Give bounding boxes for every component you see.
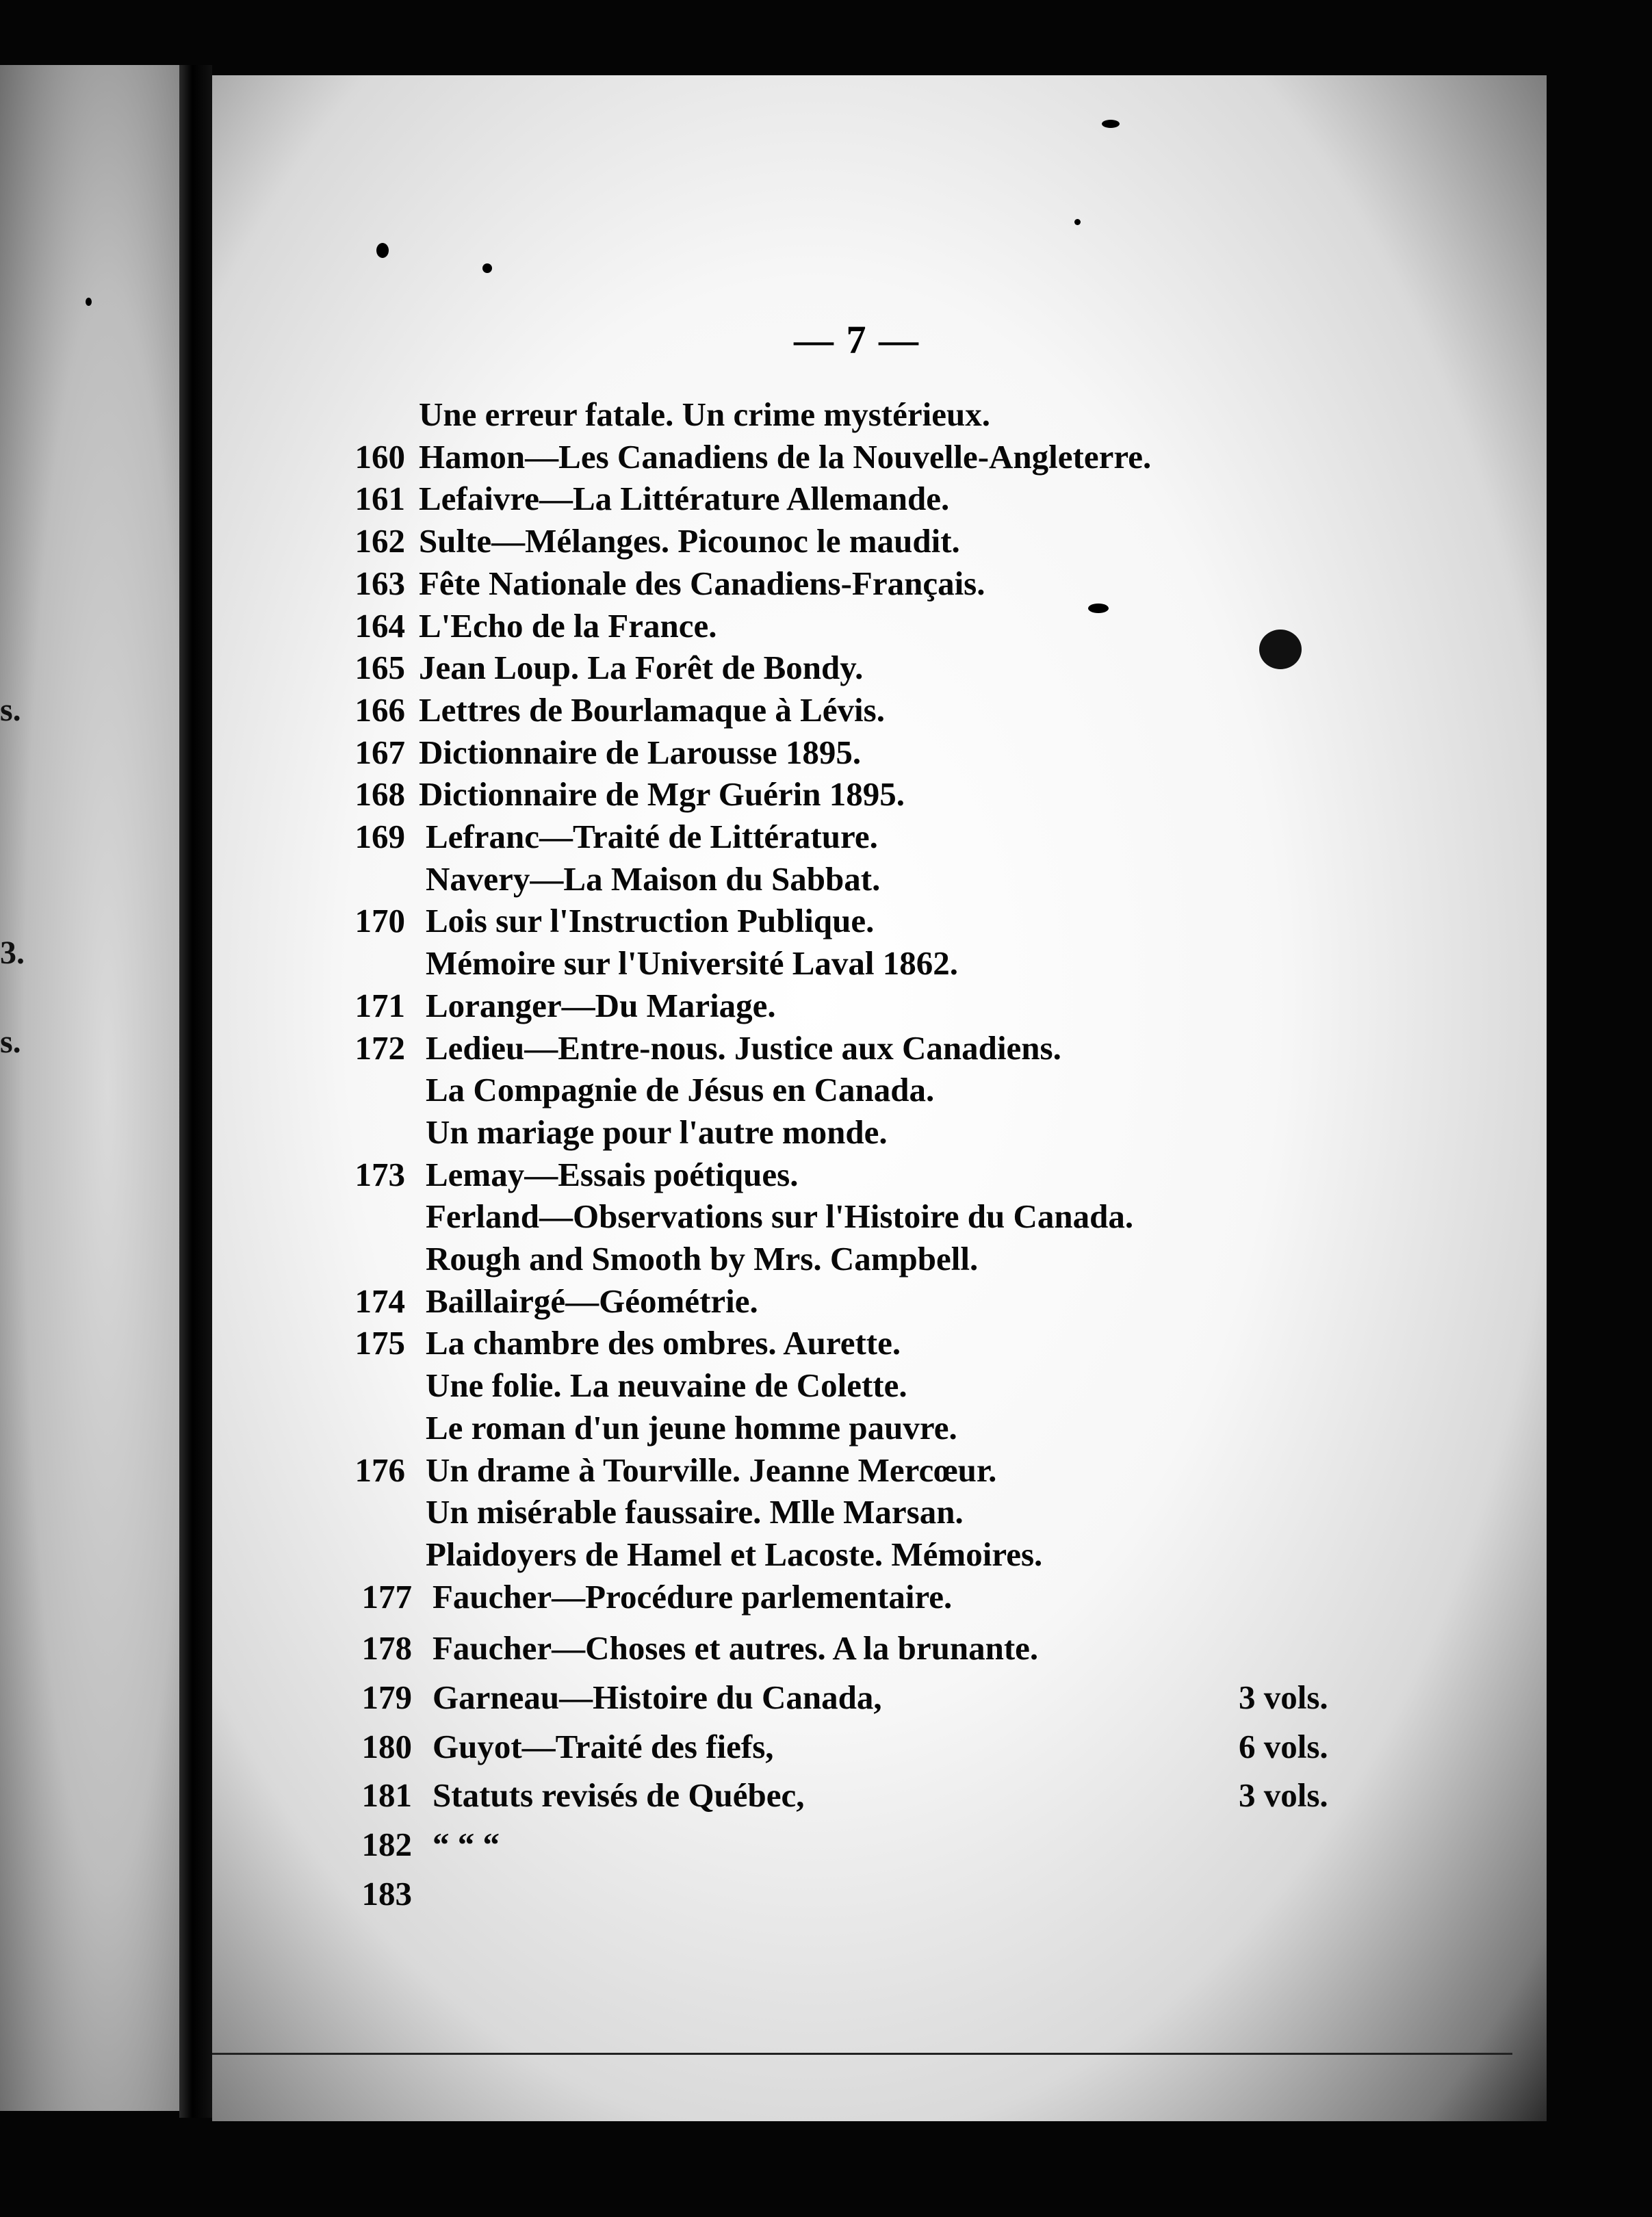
catalog-entry <box>0 984 1652 1028</box>
entry-number: 164 <box>354 606 405 645</box>
entry-title: Un misérable faussaire. Mlle Marsan. <box>426 1493 964 1531</box>
catalog-entry <box>0 1490 1652 1534</box>
entry-number: 163 <box>354 564 405 602</box>
entry-number: 161 <box>354 480 405 518</box>
entry-title: La Compagnie de Jésus en Canada. <box>426 1071 935 1109</box>
catalog-entry <box>0 519 1652 563</box>
entry-number: 171 <box>354 986 405 1024</box>
entry-number: 170 <box>354 902 405 940</box>
entry-title: Loranger—Du Mariage. <box>426 986 776 1024</box>
entry-title: Rough and Smooth by Mrs. Campbell. <box>426 1240 979 1278</box>
entry-volumes: 3 vols. <box>1239 1776 1328 1815</box>
entry-number: 174 <box>354 1282 405 1320</box>
catalog-entry <box>0 1111 1652 1154</box>
catalog-entry <box>0 1068 1652 1112</box>
entry-title: Dictionnaire de Larousse 1895. <box>419 733 862 771</box>
entry-title: Fête Nationale des Canadiens-Français. <box>419 564 985 602</box>
entry-title: Navery—La Maison du Sabbat. <box>426 859 881 898</box>
entry-title: Statuts revisés de Québec, <box>433 1776 805 1815</box>
catalog-entry <box>0 1626 1652 1670</box>
catalog-entry <box>0 815 1652 859</box>
entry-title: Hamon—Les Canadiens de la Nouvelle-Angleterre. <box>419 437 1152 476</box>
catalog-entry <box>0 1725 1652 1769</box>
entry-number: 179 <box>361 1678 412 1716</box>
entry-title: Une folie. La neuvaine de Colette. <box>426 1366 907 1405</box>
entry-number: 176 <box>354 1451 405 1489</box>
catalog-entry <box>0 1364 1652 1408</box>
entry-number: 160 <box>354 437 405 476</box>
entry-title: Lemay—Essais poétiques. <box>426 1155 799 1193</box>
entry-number: 175 <box>354 1324 405 1362</box>
catalog-entry <box>0 1575 1652 1619</box>
catalog-entry <box>0 646 1652 690</box>
entry-title: Un mariage pour l'autre monde. <box>426 1113 888 1151</box>
catalog-entry <box>0 1533 1652 1577</box>
entry-title: Ledieu—Entre-nous. Justice aux Canadiens. <box>426 1028 1061 1067</box>
catalog-entry <box>0 942 1652 985</box>
catalog-entry <box>0 393 1652 437</box>
catalog-entry <box>0 1026 1652 1070</box>
entry-title: Guyot—Traité des fiefs, <box>433 1727 774 1765</box>
entry-title: Lettres de Bourlamaque à Lévis. <box>419 690 885 729</box>
catalog-entry <box>0 1872 1652 1916</box>
entry-title: “ “ “ <box>433 1826 500 1864</box>
catalog-entry <box>0 1195 1652 1239</box>
catalog-entry <box>0 562 1652 606</box>
entry-number: 180 <box>361 1727 412 1765</box>
catalog-entry <box>0 1237 1652 1281</box>
entry-title: La chambre des ombres. Aurette. <box>426 1324 901 1362</box>
catalog-entry <box>0 435 1652 479</box>
entry-title: Sulte—Mélanges. Picounoc le maudit. <box>419 522 960 560</box>
entry-number: 168 <box>354 775 405 814</box>
entry-number: 182 <box>361 1826 412 1864</box>
entry-title: Garneau—Histoire du Canada, <box>433 1678 882 1716</box>
entry-title: Jean Loup. La Forêt de Bondy. <box>419 649 864 687</box>
entry-title: Un drame à Tourville. Jeanne Mercœur. <box>426 1451 997 1489</box>
entry-title: Lois sur l'Instruction Publique. <box>426 902 875 940</box>
entry-volumes: 6 vols. <box>1239 1727 1328 1765</box>
catalog-entry <box>0 731 1652 775</box>
catalog-entry <box>0 1321 1652 1365</box>
catalog-entry <box>0 1774 1652 1817</box>
catalog-entry <box>0 477 1652 521</box>
entry-number: 177 <box>361 1577 412 1616</box>
entry-number: 183 <box>361 1874 412 1913</box>
catalog-entry <box>0 604 1652 648</box>
catalog-entry <box>0 1449 1652 1492</box>
entry-number: 169 <box>354 818 405 855</box>
entry-title: Faucher—Procédure parlementaire. <box>433 1577 953 1616</box>
prev-page-fragment: s. <box>0 692 21 728</box>
catalog-entry <box>0 1280 1652 1323</box>
entry-title: Le roman d'un jeune homme pauvre. <box>426 1408 957 1447</box>
catalog-entry <box>0 857 1652 901</box>
entry-number: 166 <box>354 690 405 729</box>
prev-page-fragment: 3. <box>0 935 25 971</box>
entry-title: Ferland—Observations sur l'Histoire du Canada. <box>426 1197 1134 1236</box>
entry-number: 165 <box>354 649 405 687</box>
catalog-entry <box>0 1406 1652 1450</box>
entry-number: 167 <box>354 733 405 771</box>
catalog-entry <box>0 1823 1652 1867</box>
entry-title: Baillairgé—Géométrie. <box>426 1282 758 1320</box>
prev-page-fragment: s. <box>0 1024 21 1060</box>
catalog-entry <box>0 1676 1652 1720</box>
entry-title: Lefranc—Traité de Littérature. <box>426 818 878 855</box>
catalog-entry <box>0 1153 1652 1197</box>
entry-title: Faucher—Choses et autres. A la brunante. <box>433 1629 1039 1668</box>
catalog-entry <box>0 773 1652 816</box>
entry-title: Dictionnaire de Mgr Guérin 1895. <box>419 775 905 814</box>
entry-number: 162 <box>354 522 405 560</box>
entry-title: Mémoire sur l'Université Laval 1862. <box>426 944 958 983</box>
entry-number: 178 <box>361 1629 412 1668</box>
entry-volumes: 3 vols. <box>1239 1678 1328 1716</box>
catalog-entry <box>0 688 1652 732</box>
page-number: — 7 — <box>794 317 920 362</box>
entry-title: L'Echo de la France. <box>419 606 717 645</box>
entry-title: Lefaivre—La Littérature Allemande. <box>419 480 950 518</box>
entry-title: Plaidoyers de Hamel et Lacoste. Mémoires. <box>426 1535 1043 1573</box>
entry-number: 172 <box>354 1028 405 1067</box>
entry-title: Une erreur fatale. Un crime mystérieux. <box>419 396 990 433</box>
entry-number: 181 <box>361 1776 412 1815</box>
entry-number: 173 <box>354 1155 405 1193</box>
catalog-entry <box>0 899 1652 943</box>
